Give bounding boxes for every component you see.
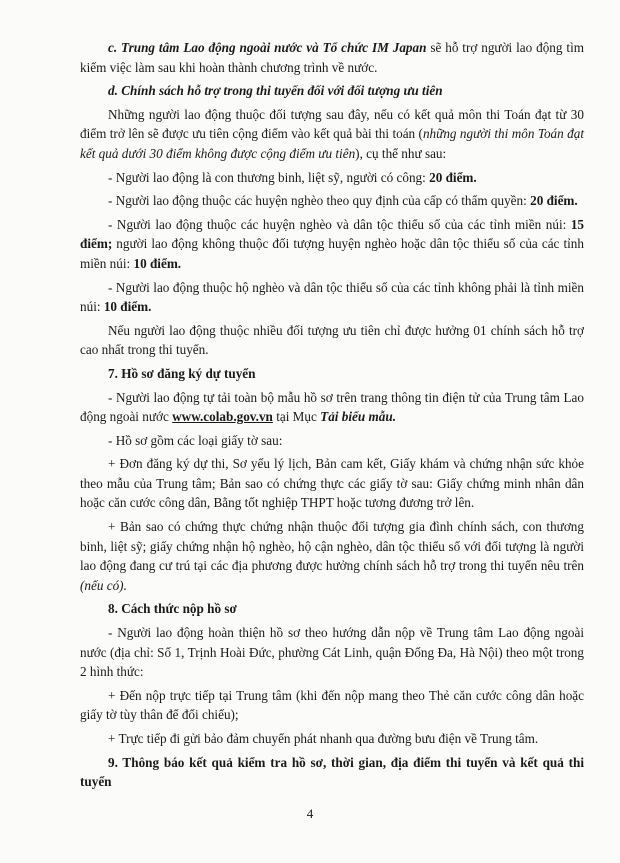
colab-website-link[interactable]: www.colab.gov.vn bbox=[172, 409, 273, 425]
section-7-download: - Người lao động tự tải toàn bộ mẫu hồ sơ trên trang thông tin điện tử của Trung tâm Lao động ngoài nước www.colab.gov.vn tại Mục Tải biểu mẫu. bbox=[80, 389, 584, 425]
priority-item: - Người lao động thuộc các huyện nghèo theo quy định của cấp có thẩm quyền: 20 điểm. bbox=[108, 193, 578, 209]
section-7-documents-list: + Đơn đăng ký dự thi, Sơ yếu lý lịch, Bản cam kết, Giấy khám và chứng nhận sức khỏe theo mẫu của Trung tâm; Bản sao có chứng thực các giấy tờ sau: Giấy chứng minh nhân dân hoặc căn cước công dân, Bằng tốt nghiệp THPT hoặc tương đương trở lên. bbox=[80, 456, 584, 511]
priority-item: - Người lao động thuộc hộ nghèo và dân tộc thiểu số của các tỉnh không phải là tỉnh miền núi: 10 điểm. bbox=[80, 279, 584, 315]
section-d-heading: d. Chính sách hỗ trợ trong thi tuyển đối với đối tượng ưu tiên bbox=[108, 83, 443, 99]
page-number: 4 bbox=[306, 806, 314, 821]
section-8-option-post: + Trực tiếp đi gửi bảo đảm chuyển phát nhanh qua đường bưu điện về Trung tâm. bbox=[108, 731, 539, 746]
section-9-heading: 9. Thông báo kết quả kiểm tra hồ sơ, thời gian, địa điểm thi tuyển và kết quả thi tuyển bbox=[80, 754, 584, 790]
priority-note: Nếu người lao động thuộc nhiều đối tượng ưu tiên chỉ được hưởng 01 chính sách hỗ trợ cao nhất trong thi tuyển. bbox=[80, 322, 584, 358]
section-7-heading: 7. Hồ sơ đăng ký dự tuyển bbox=[108, 365, 256, 381]
priority-item: - Người lao động là con thương binh, liệt sỹ, người có công: 20 điểm. bbox=[108, 169, 477, 185]
section-7-documents-intro: - Hồ sơ gồm các loại giấy tờ sau: bbox=[108, 432, 283, 448]
priority-item: - Người lao động thuộc các huyện nghèo và dân tộc thiểu số của các tỉnh miền núi: 15 điểm; người lao động không thuộc đối tượng huyện nghèo hoặc dân tộc thiểu số của các tỉnh miền núi: 10 điểm. bbox=[80, 216, 584, 271]
section-c-label: c. Trung tâm Lao động ngoài nước và Tổ chức IM Japan bbox=[108, 40, 427, 55]
section-8-option-direct: + Đến nộp trực tiếp tại Trung tâm (khi đến nộp mang theo Thẻ căn cước công dân hoặc giấy tờ tùy thân để đối chiếu); bbox=[80, 687, 584, 723]
section-c-paragraph: c. Trung tâm Lao động ngoài nước và Tổ chức IM Japan sẽ hỗ trợ người lao động tìm kiếm việc làm sau khi hoàn thành chương trình về nước. bbox=[80, 40, 584, 75]
section-8-instructions: - Người lao động hoàn thiện hồ sơ theo hướng dẫn nộp về Trung tâm Lao động ngoài nước (địa chỉ: Số 1, Trịnh Hoài Đức, phường Cát Linh, quận Đống Đa, Hà Nội) theo một trong 2 hình thức: bbox=[80, 625, 584, 680]
section-d-intro: Những người lao động thuộc đối tượng sau đây, nếu có kết quả môn thi Toán đạt từ 30 điểm trở lên sẽ được ưu tiên cộng điểm vào kết quả bài thi toán (những người thi môn Toán đạt kết quả dưới 30 điểm không được cộng điểm ưu tiên), cụ thể như sau: bbox=[80, 106, 584, 161]
section-7-policy-documents: + Bản sao có chứng thực chứng nhận thuộc đối tượng gia đình chính sách, con thương binh, liệt sỹ; giấy chứng nhận hộ nghèo, hộ cận nghèo, dân tộc thiểu số với đối tượng là người lao động đang cư trú tại các địa phương được hưởng chính sách hỗ trợ trong thi tuyển nêu trên (nếu có). bbox=[80, 519, 584, 593]
section-8-heading: 8. Cách thức nộp hồ sơ bbox=[108, 601, 237, 617]
page-content bbox=[80, 38, 584, 796]
